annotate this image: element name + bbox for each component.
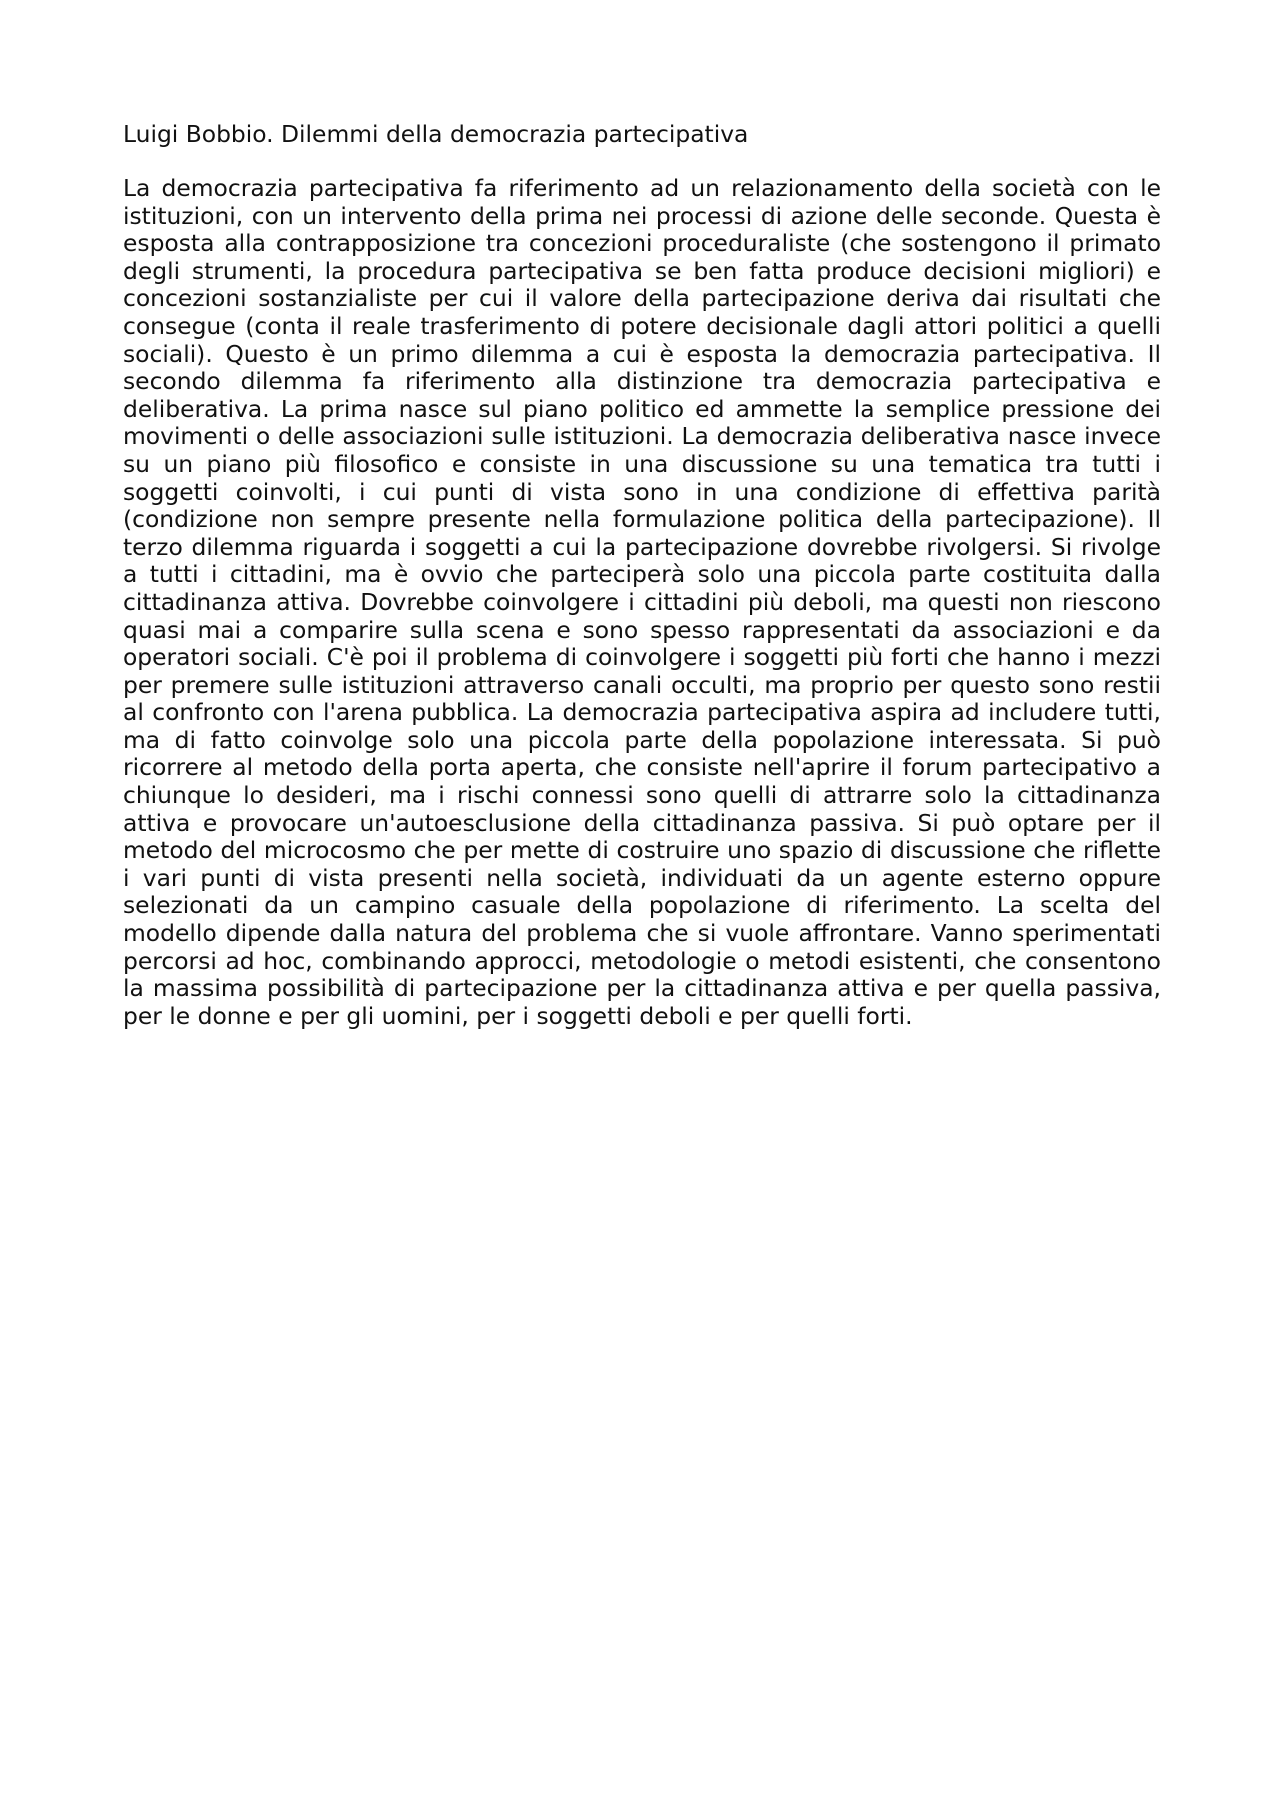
document-title: Luigi Bobbio. Dilemmi della democrazia partecipativa bbox=[123, 120, 749, 148]
document-content bbox=[123, 120, 1161, 1030]
document-body-paragraph: La democrazia partecipativa fa riferimento ad un relazionamento della società con le istituzioni, con un intervento della prima nei processi di azione delle seconde. Questa è esposta alla contrapposizione tra concezioni proceduraliste (che sostengono il primato degli strumenti, la procedura partecipativa se ben fatta produce decisioni migliori) e concezioni sostanzialiste per cui il valore della partecipazione deriva dai risultati che consegue (conta il reale trasferimento di potere decisionale dagli attori politici a quelli sociali). Questo è un primo dilemma a cui è esposta la democrazia partecipativa. Il secondo dilemma fa riferimento alla distinzione tra democrazia partecipativa e deliberativa. La prima nasce sul piano politico ed ammette la semplice pressione dei movimenti o delle associazioni sulle istituzioni. La democrazia deliberativa nasce invece su un piano più filosofico e consiste in una discussione su una tematica tra tutti i soggetti coinvolti, i cui punti di vista sono in una condizione di effettiva parità (condizione non sempre presente nella formulazione politica della partecipazione). Il terzo dilemma riguarda i soggetti a cui la partecipazione dovrebbe rivolgersi. Si rivolge a tutti i cittadini, ma è ovvio che parteciperà solo una piccola parte costituita dalla cittadinanza attiva. Dovrebbe coinvolgere i cittadini più deboli, ma questi non riescono quasi mai a comparire sulla scena e sono spesso rappresentati da associazioni e da operatori sociali. C'è poi il problema di coinvolgere i soggetti più forti che hanno i mezzi per premere sulle istituzioni attraverso canali occulti, ma proprio per questo sono restii al confronto con l'arena pubblica. La democrazia partecipativa aspira ad includere tutti, ma di fatto coinvolge solo una piccola parte della popolazione interessata. Si può ricorrere al metodo della porta aperta, che consiste nell'aprire il forum partecipativo a chiunque lo desideri, ma i rischi connessi sono quelli di attrarre solo la cittadinanza attiva e provocare un'autoesclusione della cittadinanza passiva. Si può optare per il metodo del microcosmo che per mette di costruire uno spazio di discussione che riflette i vari punti di vista presenti nella società, individuati da un agente esterno oppure selezionati da un campino casuale della popolazione di riferimento. La scelta del modello dipende dalla natura del problema che si vuole affrontare. Vanno sperimentati percorsi ad hoc, combinando approcci, metodologie o metodi esistenti, che consentono la massima possibilità di partecipazione per la cittadinanza attiva e per quella passiva, per le donne e per gli uomini, per i soggetti deboli e per quelli forti. bbox=[123, 174, 1161, 1030]
